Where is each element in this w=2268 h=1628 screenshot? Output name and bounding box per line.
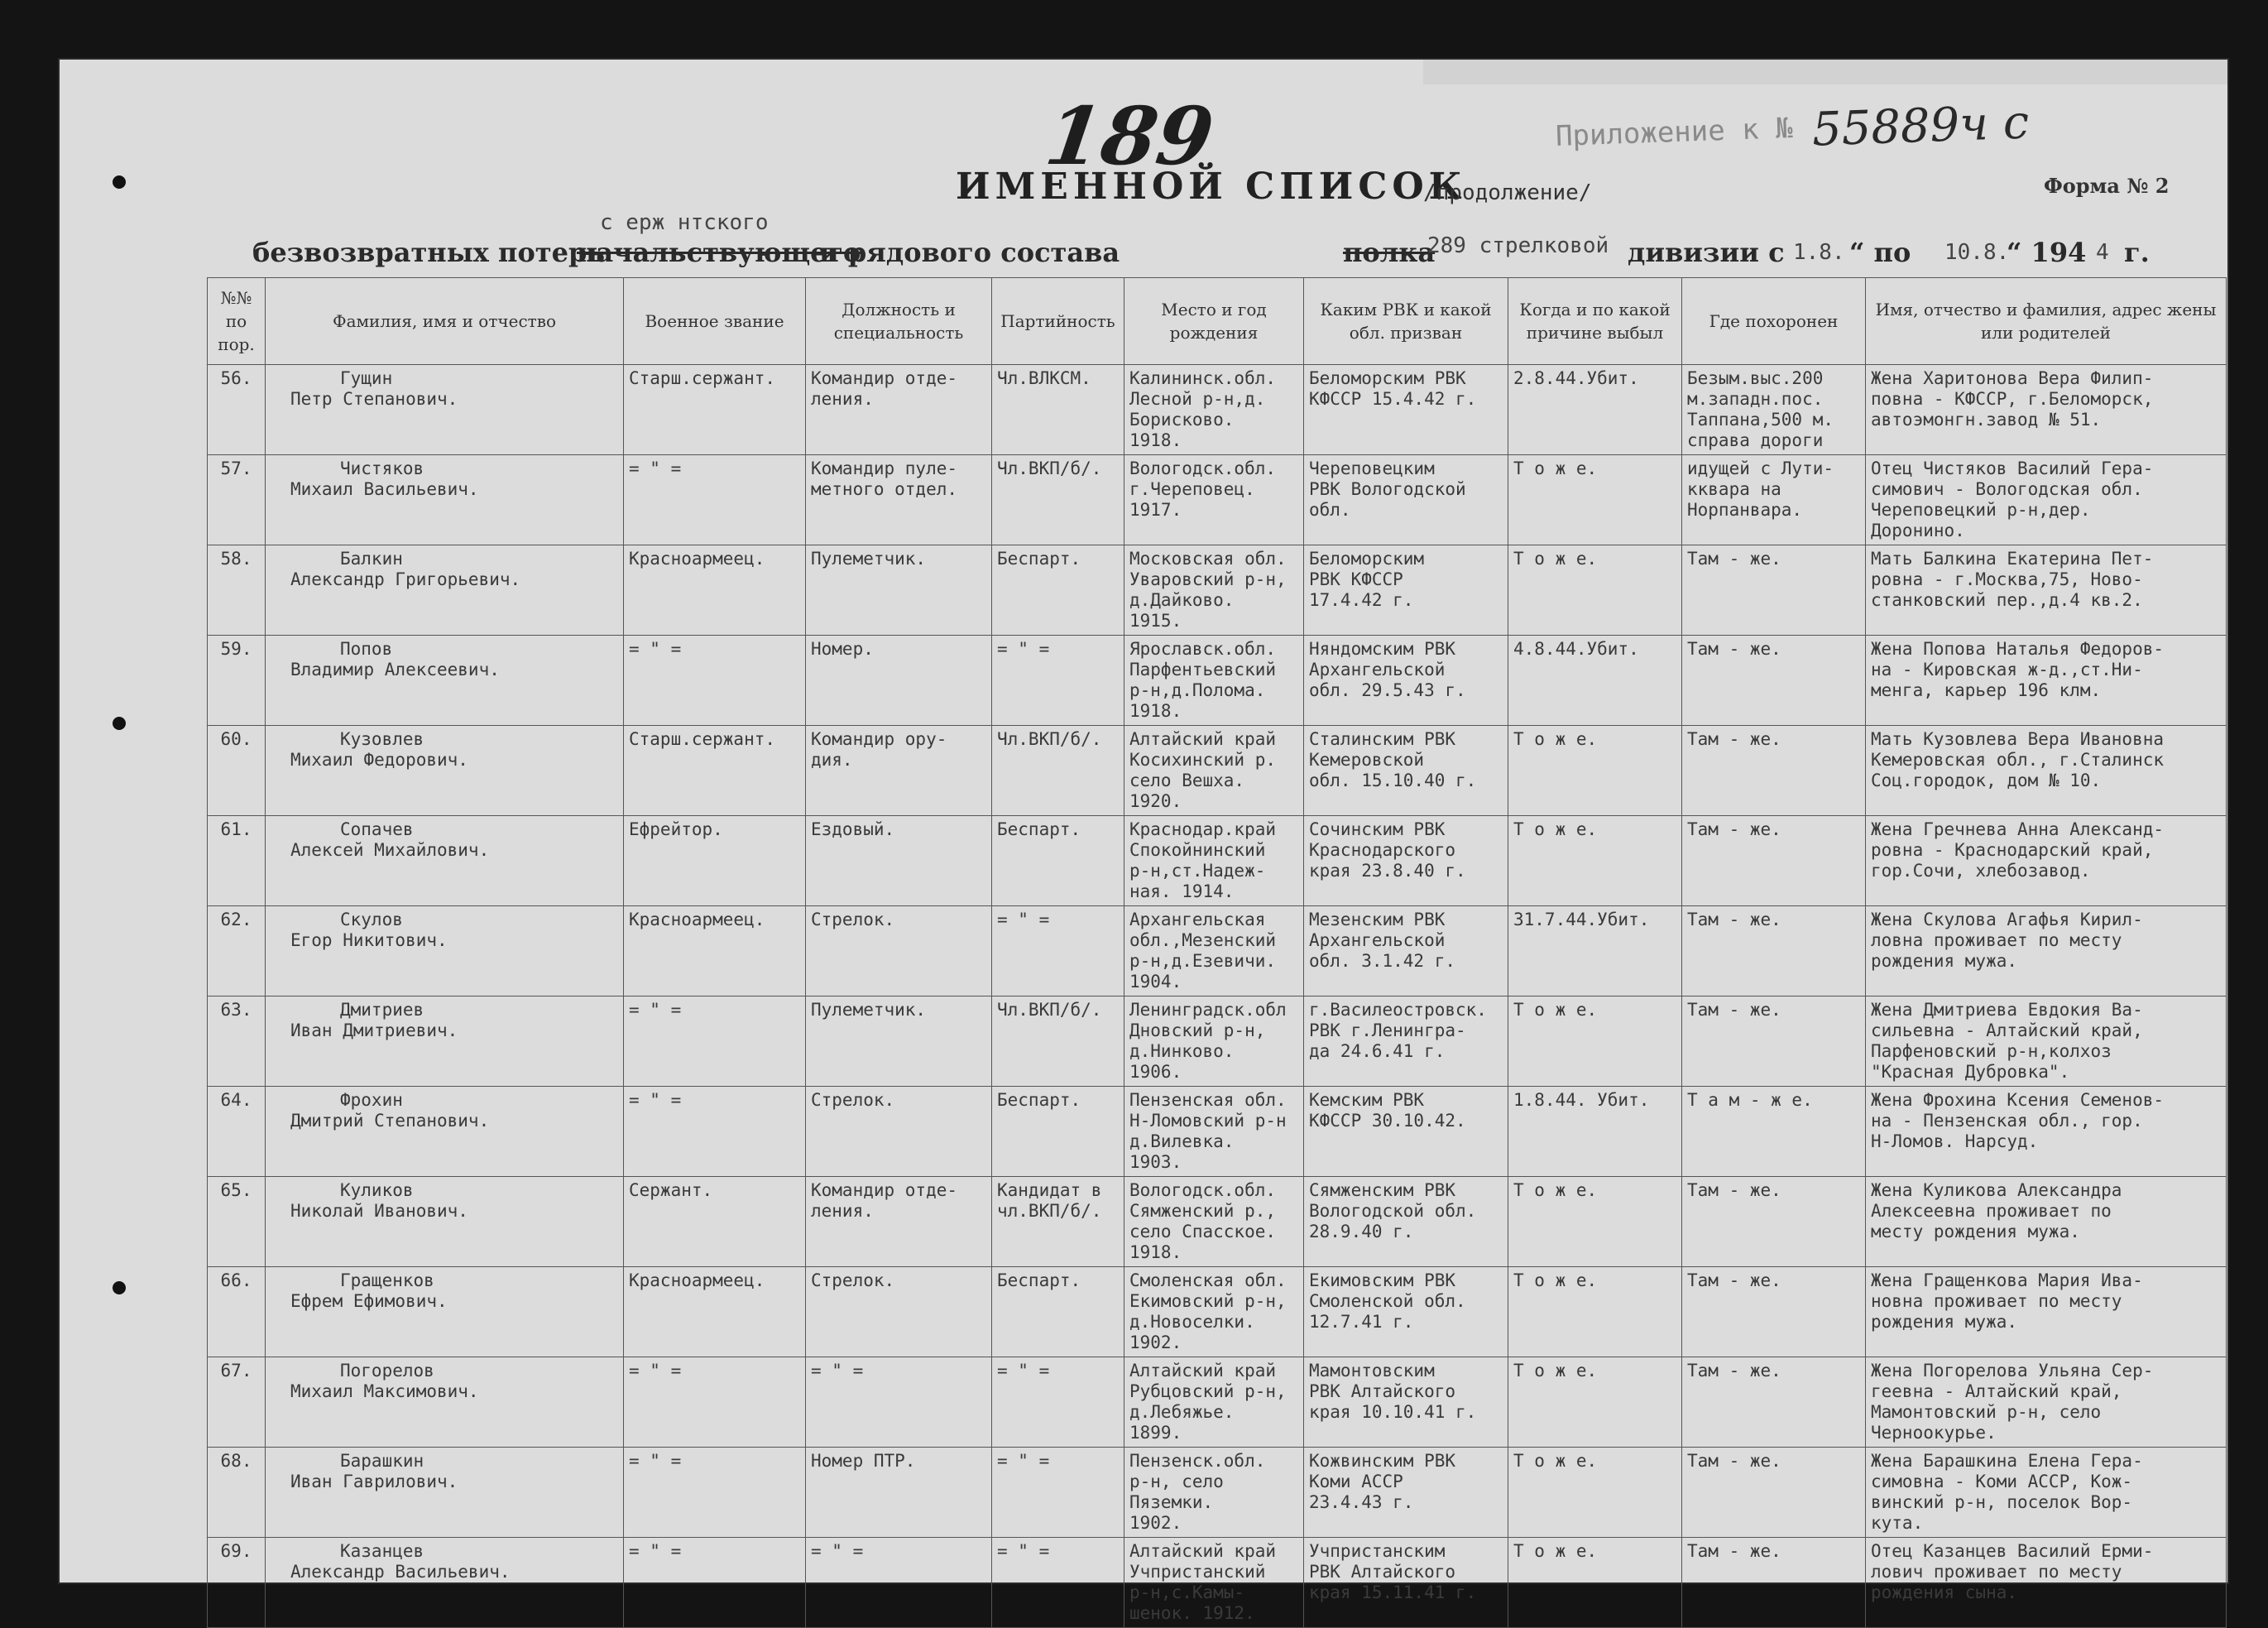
subtitle-unit: 289 стрелковой xyxy=(1427,233,1609,258)
column-header: Каким РВК и какой обл. призван xyxy=(1304,278,1508,365)
cell-family: Отец Чистяков Василий Гера- симович - Вологодская обл. Череповецкий р-н,дер. Доронино. xyxy=(1866,455,2227,545)
cell-no: 69. xyxy=(208,1538,266,1628)
table-row xyxy=(208,1357,2227,1448)
cell-rank: Красноармеец. xyxy=(624,1267,806,1357)
cell-rank: Старш.сержант. xyxy=(624,365,806,455)
cell-family: Отец Казанцев Василий Ерми- лович проживает по месту рождения сына. xyxy=(1866,1538,2227,1628)
table-row xyxy=(208,1087,2227,1177)
cell-when: 31.7.44.Убит. xyxy=(1508,906,1682,996)
last-name: Куликов xyxy=(340,1180,414,1200)
cell-family: Мать Балкина Екатерина Пет- ровна - г.Москва,75, Ново- станковский пер.,д.4 кв.2. xyxy=(1866,545,2227,636)
cell-party: Чл.ВКП/б/. xyxy=(992,996,1124,1087)
last-name: Барашкин xyxy=(340,1451,424,1471)
cell-birth: Пензенск.обл. р-н, село Пяземки. 1902. xyxy=(1124,1448,1304,1538)
cell-post: Стрелок. xyxy=(806,1087,992,1177)
cell-buried: Там - же. xyxy=(1682,1177,1866,1267)
cell-when: Т о ж е. xyxy=(1508,1538,1682,1628)
table-row xyxy=(208,906,2227,996)
column-header: Партийность xyxy=(992,278,1124,365)
cell-rank: = " = xyxy=(624,1087,806,1177)
cell-rvk: Беломорским РВК КФССР 15.4.42 г. xyxy=(1304,365,1508,455)
cell-full-name xyxy=(266,1538,624,1628)
year-prefix: “ 194 xyxy=(2007,237,2087,268)
cell-birth: Алтайский край Учпристанский р-н,с.Камы- шенок. 1912. xyxy=(1124,1538,1304,1628)
cell-party: = " = xyxy=(992,1448,1124,1538)
cell-party: Беспарт. xyxy=(992,816,1124,906)
cell-party: Чл.ВКП/б/. xyxy=(992,455,1124,545)
first-patronymic: Егор Никитович. xyxy=(290,930,448,950)
subtitle-struck: начальствующего xyxy=(577,237,861,268)
title-suffix: /продолжение/ xyxy=(1423,180,1592,205)
cell-no: 68. xyxy=(208,1448,266,1538)
cell-birth: Краснодар.край Спокойнинский р-н,ст.Надеж- ная. 1914. xyxy=(1124,816,1304,906)
cell-birth: Пензенская обл. Н-Ломовский р-н д.Вилевка. 1903. xyxy=(1124,1087,1304,1177)
cell-post: Номер. xyxy=(806,636,992,726)
cell-when: 2.8.44.Убит. xyxy=(1508,365,1682,455)
cell-birth: Калининск.обл. Лесной р-н,д. Борисково. 1918. xyxy=(1124,365,1304,455)
appendix-stamp: Приложение к № xyxy=(1555,112,1794,153)
last-name: Балкин xyxy=(340,549,403,569)
column-header: Когда и по какой причине выбыл xyxy=(1508,278,1682,365)
cell-buried: Там - же. xyxy=(1682,1357,1866,1448)
last-name: Сопачев xyxy=(340,819,414,839)
form-number: Форма № 2 xyxy=(2044,174,2170,198)
column-header: Место и год рождения xyxy=(1124,278,1304,365)
cell-full-name xyxy=(266,1448,624,1538)
table-row xyxy=(208,726,2227,816)
cell-birth: Вологодск.обл. Сямженский р., село Спасское. 1918. xyxy=(1124,1177,1304,1267)
cell-rank: Красноармеец. xyxy=(624,906,806,996)
cell-birth: Смоленская обл. Екимовский р-н, д.Новоселки. 1902. xyxy=(1124,1267,1304,1357)
cell-no: 62. xyxy=(208,906,266,996)
cell-party: Беспарт. xyxy=(992,1267,1124,1357)
cell-birth: Алтайский край Рубцовский р-н, д.Лебяжье. 1899. xyxy=(1124,1357,1304,1448)
cell-no: 59. xyxy=(208,636,266,726)
cell-when: Т о ж е. xyxy=(1508,1448,1682,1538)
cell-party: = " = xyxy=(992,1357,1124,1448)
cell-when: Т о ж е. xyxy=(1508,1357,1682,1448)
cell-buried: Там - же. xyxy=(1682,545,1866,636)
cell-no: 67. xyxy=(208,1357,266,1448)
cell-no: 65. xyxy=(208,1177,266,1267)
cell-full-name xyxy=(266,906,624,996)
cell-post: = " = xyxy=(806,1357,992,1448)
table-row xyxy=(208,455,2227,545)
cell-no: 56. xyxy=(208,365,266,455)
cell-birth: Вологодск.обл. г.Череповец. 1917. xyxy=(1124,455,1304,545)
cell-rank: Ефрейтор. xyxy=(624,816,806,906)
last-name: Скулов xyxy=(340,910,403,929)
cell-buried: Т а м - ж е. xyxy=(1682,1087,1866,1177)
cell-rank: Красноармеец. xyxy=(624,545,806,636)
cell-buried: Там - же. xyxy=(1682,1538,1866,1628)
first-patronymic: Михаил Федорович. xyxy=(290,750,468,770)
first-patronymic: Александр Григорьевич. xyxy=(290,569,521,589)
cell-birth: Архангельская обл.,Мезенский р-н,д.Езевичи. 1904. xyxy=(1124,906,1304,996)
subtitle-part1: безвозвратных потерь xyxy=(252,237,606,268)
cell-party: Беспарт. xyxy=(992,1087,1124,1177)
cell-post: Стрелок. xyxy=(806,906,992,996)
cell-post: Командир отде- ления. xyxy=(806,1177,992,1267)
cell-buried: Там - же. xyxy=(1682,726,1866,816)
cell-post: Ездовый. xyxy=(806,816,992,906)
table-header-row xyxy=(208,278,2227,365)
cell-no: 66. xyxy=(208,1267,266,1357)
paper-fold-edge xyxy=(1423,60,2227,84)
table-row xyxy=(208,545,2227,636)
cell-buried: Безым.выс.200 м.западн.пос. Таппана,500 м. справа дороги xyxy=(1682,365,1866,455)
cell-buried: Там - же. xyxy=(1682,906,1866,996)
first-patronymic: Иван Дмитриевич. xyxy=(290,1021,458,1040)
column-header: Должность и специальность xyxy=(806,278,992,365)
cell-party: Чл.ВКП/б/. xyxy=(992,726,1124,816)
punch-hole xyxy=(113,717,126,730)
cell-birth: Московская обл. Уваровский р-н, д.Дайково. 1915. xyxy=(1124,545,1304,636)
cell-buried: Там - же. xyxy=(1682,996,1866,1087)
cell-full-name xyxy=(266,365,624,455)
cell-rvk: Сямженским РВК Вологодской обл. 28.9.40 г. xyxy=(1304,1177,1508,1267)
cell-post: Командир отде- ления. xyxy=(806,365,992,455)
cell-rvk: Екимовским РВК Смоленской обл. 12.7.41 г. xyxy=(1304,1267,1508,1357)
cell-party: Чл.ВЛКСМ. xyxy=(992,365,1124,455)
cell-rank: = " = xyxy=(624,1538,806,1628)
cell-full-name xyxy=(266,996,624,1087)
first-patronymic: Ефрем Ефимович. xyxy=(290,1291,448,1311)
table-row xyxy=(208,1177,2227,1267)
cell-rvk: Учпристанским РВК Алтайского края 15.11.41 г. xyxy=(1304,1538,1508,1628)
cell-rank: = " = xyxy=(624,1357,806,1448)
table-body xyxy=(208,365,2227,1628)
first-patronymic: Николай Иванович. xyxy=(290,1201,468,1221)
cell-party: = " = xyxy=(992,906,1124,996)
last-name: Кузовлев xyxy=(340,729,424,749)
cell-rvk: Сочинским РВК Краснодарского края 23.8.40 г. xyxy=(1304,816,1508,906)
cell-family: Жена Гращенкова Мария Ива- новна проживает по месту рождения мужа. xyxy=(1866,1267,2227,1357)
archive-number: 189 xyxy=(1040,89,1220,183)
cell-no: 61. xyxy=(208,816,266,906)
table-row xyxy=(208,996,2227,1087)
cell-when: Т о ж е. xyxy=(1508,816,1682,906)
cell-when: 1.8.44. Убит. xyxy=(1508,1087,1682,1177)
cell-rvk: Мезенским РВК Архангельской обл. 3.1.42 г. xyxy=(1304,906,1508,996)
cell-party: Кандидат в чл.ВКП/б/. xyxy=(992,1177,1124,1267)
last-name: Чистяков xyxy=(340,459,424,478)
cell-family: Жена Попова Наталья Федоров- на - Кировская ж-д.,ст.Ни- менга, карьер 196 клм. xyxy=(1866,636,2227,726)
cell-when: Т о ж е. xyxy=(1508,1267,1682,1357)
cell-family: Жена Харитонова Вера Филип- повна - КФССР, г.Беломорск, автоэмонгн.завод № 51. xyxy=(1866,365,2227,455)
cell-family: Жена Погорелова Ульяна Сер- геевна - Алтайский край, Мамонтовский р-н, село Черноокурье. xyxy=(1866,1357,2227,1448)
table-row xyxy=(208,816,2227,906)
cell-post: Командир ору- дия. xyxy=(806,726,992,816)
first-patronymic: Петр Степанович. xyxy=(290,389,458,409)
cell-rvk: Череповецким РВК Вологодской обл. xyxy=(1304,455,1508,545)
cell-post: Пулеметчик. xyxy=(806,996,992,1087)
cell-family: Жена Дмитриева Евдокия Ва- сильевна - Алтайский край, Парфеновский р-н,колхоз "Красная Дубровка". xyxy=(1866,996,2227,1087)
cell-rank: Старш.сержант. xyxy=(624,726,806,816)
cell-when: Т о ж е. xyxy=(1508,726,1682,816)
first-patronymic: Михаил Васильевич. xyxy=(290,479,479,499)
table-row xyxy=(208,365,2227,455)
cell-no: 63. xyxy=(208,996,266,1087)
last-name: Казанцев xyxy=(340,1541,424,1561)
cell-when: 4.8.44.Убит. xyxy=(1508,636,1682,726)
subtitle-to: “ по xyxy=(1849,237,1911,268)
cell-no: 60. xyxy=(208,726,266,816)
cell-buried: Там - же. xyxy=(1682,636,1866,726)
cell-buried: идущей с Лути- кквара на Норпанвара. xyxy=(1682,455,1866,545)
cell-full-name xyxy=(266,545,624,636)
cell-full-name xyxy=(266,455,624,545)
subtitle-part3: дивизии с xyxy=(1628,237,1785,268)
cell-family: Мать Кузовлева Вера Ивановна Кемеровская обл., г.Сталинск Соц.городок, дом № 10. xyxy=(1866,726,2227,816)
cell-when: Т о ж е. xyxy=(1508,545,1682,636)
cell-no: 64. xyxy=(208,1087,266,1177)
cell-no: 58. xyxy=(208,545,266,636)
first-patronymic: Алексей Михайлович. xyxy=(290,840,490,860)
last-name: Дмитриев xyxy=(340,1000,424,1020)
cell-family: Жена Барашкина Елена Гера- симовна - Коми АССР, Кож- винский р-н, поселок Вор- кута. xyxy=(1866,1448,2227,1538)
cell-full-name xyxy=(266,1087,624,1177)
cell-birth: Алтайский край Косихинский р. село Вешха. 1920. xyxy=(1124,726,1304,816)
casualty-table xyxy=(207,277,2227,1628)
subtitle-struck-regiment: полка xyxy=(1343,237,1436,268)
appendix-number: 55889ч с xyxy=(1810,95,2031,157)
cell-when: Т о ж е. xyxy=(1508,996,1682,1087)
cell-post: Командир пуле- метного отдел. xyxy=(806,455,992,545)
subtitle-part2: и рядового состава xyxy=(819,237,1120,268)
cell-full-name xyxy=(266,816,624,906)
year-suffix: г. xyxy=(2124,237,2150,268)
cell-rank: = " = xyxy=(624,996,806,1087)
first-patronymic: Александр Васильевич. xyxy=(290,1562,511,1582)
last-name: Гращенков xyxy=(340,1270,434,1290)
column-header: №№ по пор. xyxy=(208,278,266,365)
subtitle-typed-over: с ерж нтского xyxy=(600,210,769,235)
cell-full-name xyxy=(266,1177,624,1267)
cell-full-name xyxy=(266,1357,624,1448)
cell-family: Жена Куликова Александра Алексеевна проживает по месту рождения мужа. xyxy=(1866,1177,2227,1267)
cell-post: Стрелок. xyxy=(806,1267,992,1357)
cell-rank: = " = xyxy=(624,636,806,726)
cell-full-name xyxy=(266,1267,624,1357)
cell-birth: Ленинградск.обл Дновский р-н, д.Нинково. 1906. xyxy=(1124,996,1304,1087)
cell-rvk: Беломорским РВК КФССР 17.4.42 г. xyxy=(1304,545,1508,636)
cell-rvk: Кожвинским РВК Коми АССР 23.4.43 г. xyxy=(1304,1448,1508,1538)
first-patronymic: Иван Гаврилович. xyxy=(290,1472,458,1491)
column-header: Имя, отчество и фамилия, адрес жены или родителей xyxy=(1866,278,2227,365)
cell-post: Номер ПТР. xyxy=(806,1448,992,1538)
last-name: Попов xyxy=(340,639,393,659)
cell-family: Жена Фрохина Ксения Семенов- на - Пензенская обл., гор. Н-Ломов. Нарсуд. xyxy=(1866,1087,2227,1177)
cell-family: Жена Гречнева Анна Александ- ровна - Краснодарский край, гор.Сочи, хлебозавод. xyxy=(1866,816,2227,906)
last-name: Погорелов xyxy=(340,1361,434,1381)
cell-rvk: Сталинским РВК Кемеровской обл. 15.10.40 г. xyxy=(1304,726,1508,816)
first-patronymic: Владимир Алексеевич. xyxy=(290,660,500,680)
document-title: ИМЕННОЙ СПИСОК xyxy=(956,166,1467,208)
cell-buried: Там - же. xyxy=(1682,1267,1866,1357)
cell-rank: = " = xyxy=(624,1448,806,1538)
punch-hole xyxy=(113,175,126,189)
first-patronymic: Дмитрий Степанович. xyxy=(290,1111,490,1131)
column-header: Где похоронен xyxy=(1682,278,1866,365)
cell-rvk: Няндомским РВК Архангельской обл. 29.5.43 г. xyxy=(1304,636,1508,726)
date-from: 1.8. xyxy=(1793,240,1845,265)
table-row xyxy=(208,1538,2227,1628)
column-header: Фамилия, имя и отчество xyxy=(266,278,624,365)
cell-when: Т о ж е. xyxy=(1508,455,1682,545)
cell-full-name xyxy=(266,726,624,816)
cell-birth: Ярославск.обл. Парфентьевский р-н,д.Полома. 1918. xyxy=(1124,636,1304,726)
cell-no: 57. xyxy=(208,455,266,545)
table-row xyxy=(208,636,2227,726)
cell-post: = " = xyxy=(806,1538,992,1628)
punch-hole xyxy=(113,1281,126,1294)
cell-rvk: Мамонтовским РВК Алтайского края 10.10.41 г. xyxy=(1304,1357,1508,1448)
cell-rvk: Кемским РВК КФССР 30.10.42. xyxy=(1304,1087,1508,1177)
cell-rank: = " = xyxy=(624,455,806,545)
cell-rvk: г.Василеостровск. РВК г.Ленингра- да 24.6.41 г. xyxy=(1304,996,1508,1087)
column-header: Военное звание xyxy=(624,278,806,365)
table-row xyxy=(208,1448,2227,1538)
cell-family: Жена Скулова Агафья Кирил- ловна проживает по месту рождения мужа. xyxy=(1866,906,2227,996)
year-digit: 4 xyxy=(2096,240,2109,265)
cell-post: Пулеметчик. xyxy=(806,545,992,636)
last-name: Фрохин xyxy=(340,1090,403,1110)
cell-party: = " = xyxy=(992,1538,1124,1628)
date-to: 10.8. xyxy=(1944,240,2010,265)
cell-party: Беспарт. xyxy=(992,545,1124,636)
cell-buried: Там - же. xyxy=(1682,816,1866,906)
cell-party: = " = xyxy=(992,636,1124,726)
cell-when: Т о ж е. xyxy=(1508,1177,1682,1267)
table-row xyxy=(208,1267,2227,1357)
last-name: Гущин xyxy=(340,368,393,388)
cell-rank: Сержант. xyxy=(624,1177,806,1267)
cell-buried: Там - же. xyxy=(1682,1448,1866,1538)
first-patronymic: Михаил Максимович. xyxy=(290,1381,479,1401)
cell-full-name xyxy=(266,636,624,726)
